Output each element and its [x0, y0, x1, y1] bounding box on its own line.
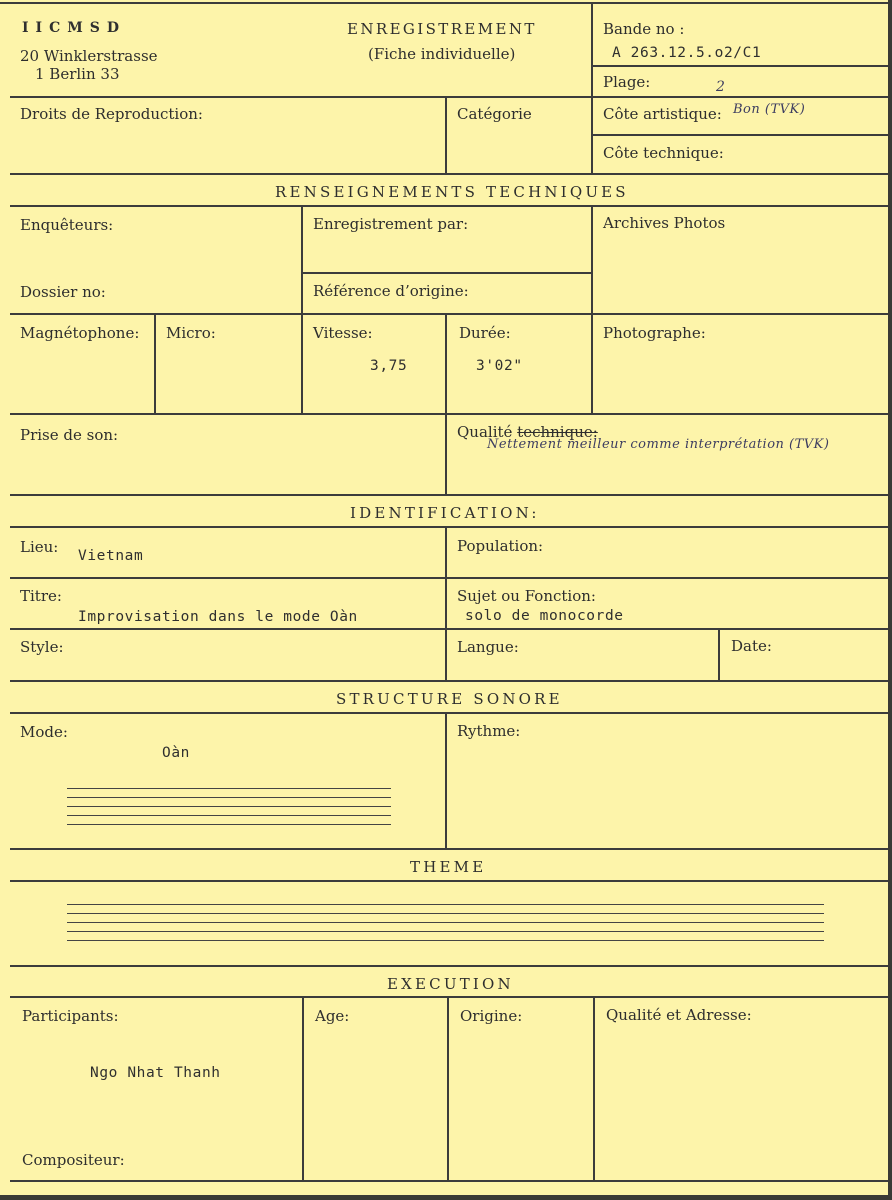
- plage-label: Plage:: [603, 73, 651, 91]
- qualite-adresse-label: Qualité et Adresse:: [606, 1006, 752, 1024]
- rule: [10, 577, 888, 579]
- form-title: ENREGISTREMENT: [347, 20, 537, 38]
- address-city: 1 Berlin 33: [35, 65, 120, 83]
- rule: [10, 96, 888, 98]
- photographe-label: Photographe:: [603, 324, 706, 342]
- duree-label: Durée:: [459, 324, 511, 342]
- rule: [301, 205, 303, 413]
- rule: [302, 996, 304, 1180]
- rule: [593, 996, 595, 1180]
- section-title-techniques: RENSEIGNEMENTS TECHNIQUES: [275, 183, 629, 201]
- rule: [154, 313, 156, 413]
- mode-label: Mode:: [20, 723, 68, 741]
- qualite-label-struck: technique:: [517, 423, 598, 441]
- langue-label: Langue:: [457, 638, 519, 656]
- cote-technique-label: Côte technique:: [603, 144, 724, 162]
- rule: [10, 680, 888, 682]
- mode-staff-line: [67, 797, 391, 798]
- mode-staff-line: [67, 815, 391, 816]
- reference-label: Référence d’origine:: [313, 282, 469, 300]
- rule: [591, 65, 888, 67]
- plage-value: 2: [716, 79, 726, 95]
- rule: [10, 1180, 888, 1182]
- section-title-execution: EXECUTION: [387, 975, 514, 993]
- categorie-label: Catégorie: [457, 105, 532, 123]
- titre-label: Titre:: [20, 587, 62, 605]
- lieu-value: Vietnam: [78, 548, 144, 564]
- vitesse-label: Vitesse:: [313, 324, 373, 342]
- rule: [10, 880, 888, 882]
- magnetophone-label: Magnétophone:: [20, 324, 140, 342]
- rule: [718, 628, 720, 680]
- bande-label: Bande no :: [603, 20, 685, 38]
- age-label: Age:: [315, 1007, 350, 1025]
- population-label: Population:: [457, 537, 544, 555]
- theme-staff-line: [67, 940, 824, 941]
- theme-staff-line: [67, 931, 824, 932]
- participants-label: Participants:: [22, 1007, 119, 1025]
- section-title-theme: THEME: [410, 858, 487, 876]
- institute-logo: IICMSD: [22, 20, 126, 36]
- date-label: Date:: [731, 637, 772, 655]
- rule: [301, 272, 591, 274]
- participant-name: Ngo Nhat Thanh: [90, 1065, 221, 1081]
- sujet-value: solo de monocorde: [465, 608, 624, 624]
- mode-value: Oàn: [162, 745, 190, 761]
- rule: [10, 996, 888, 998]
- rule: [445, 313, 447, 494]
- rule: [10, 205, 888, 207]
- address-street: 20 Winklerstrasse: [20, 47, 158, 65]
- rule: [10, 173, 888, 175]
- rule: [591, 205, 593, 413]
- rule: [10, 494, 888, 496]
- cote-artistique-value: Bon (TVK): [733, 102, 806, 117]
- rythme-label: Rythme:: [457, 722, 521, 740]
- section-title-identification: IDENTIFICATION:: [350, 504, 540, 522]
- droits-label: Droits de Reproduction:: [20, 105, 203, 123]
- theme-staff-line: [67, 913, 824, 914]
- lieu-label: Lieu:: [20, 538, 59, 556]
- enqueteurs-label: Enquêteurs:: [20, 216, 114, 234]
- rule: [10, 848, 888, 850]
- compositeur-label: Compositeur:: [22, 1151, 125, 1169]
- dossier-label: Dossier no:: [20, 283, 106, 301]
- rule: [445, 96, 447, 173]
- rule: [10, 313, 888, 315]
- rule: [10, 712, 888, 714]
- rule: [591, 134, 888, 136]
- prise-de-son-label: Prise de son:: [20, 426, 119, 444]
- theme-staff-line: [67, 904, 824, 905]
- mode-staff-line: [67, 806, 391, 807]
- mode-staff-line: [67, 788, 391, 789]
- cote-artistique-label: Côte artistique:: [603, 105, 722, 123]
- rule: [0, 2, 888, 4]
- origine-label: Origine:: [460, 1007, 523, 1025]
- rule: [445, 712, 447, 848]
- rule: [591, 2, 593, 173]
- enregistrement-par-label: Enregistrement par:: [313, 215, 469, 233]
- micro-label: Micro:: [166, 324, 216, 342]
- duree-value: 3'02": [476, 358, 523, 374]
- rule: [10, 526, 888, 528]
- mode-staff-line: [67, 824, 391, 825]
- rule: [10, 965, 888, 967]
- rule: [445, 526, 447, 680]
- titre-value: Improvisation dans le mode Oàn: [78, 609, 358, 625]
- archives-photos-label: Archives Photos: [603, 214, 726, 232]
- qualite-label-prefix: Qualité: [457, 423, 518, 441]
- sujet-label: Sujet ou Fonction:: [457, 587, 596, 605]
- theme-staff-line: [67, 922, 824, 923]
- form-subtitle: (Fiche individuelle): [368, 45, 516, 63]
- rule: [447, 996, 449, 1180]
- bande-value: A 263.12.5.o2/C1: [612, 45, 762, 61]
- qualite-note: Nettement meilleur comme interprétation (TVK): [487, 437, 830, 452]
- section-title-structure: STRUCTURE SONORE: [336, 690, 563, 708]
- rule: [10, 413, 888, 415]
- vitesse-value: 3,75: [370, 358, 408, 374]
- style-label: Style:: [20, 638, 64, 656]
- rule: [10, 628, 888, 630]
